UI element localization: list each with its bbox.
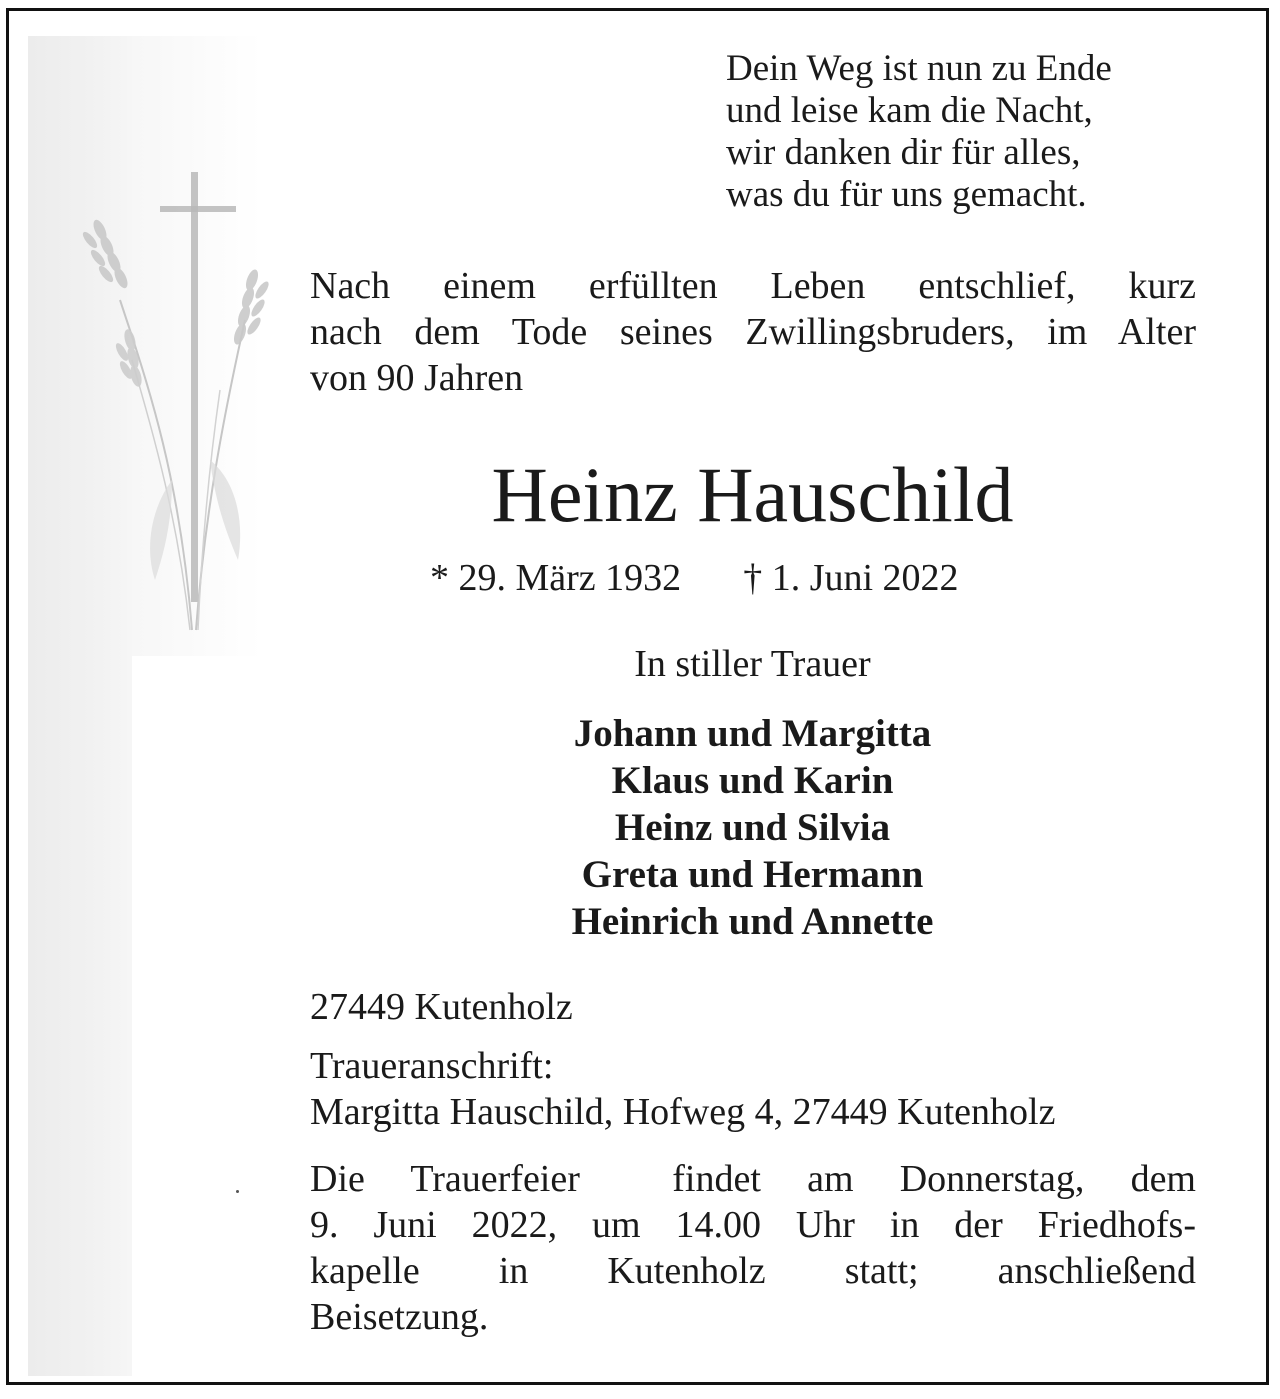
intro-line: von 90 Jahren bbox=[310, 357, 524, 399]
cross-with-wheat-icon bbox=[60, 160, 280, 660]
family-member: Klaus und Karin bbox=[611, 759, 894, 802]
poem-line: was du für uns gemacht. bbox=[726, 174, 1087, 215]
mourning-address: Margitta Hauschild, Hofweg 4, 27449 Kutenholz bbox=[310, 1091, 1056, 1133]
family-member: Greta und Hermann bbox=[581, 853, 924, 896]
mourning-address-label: Traueranschrift: bbox=[310, 1045, 554, 1087]
birth-date: * 29. März 1932 bbox=[430, 557, 682, 599]
poem bbox=[726, 48, 1112, 216]
intro-line: Nach einem erfüllten Leben entschlief, kurz bbox=[310, 265, 1196, 307]
service-line: Die Trauerfeier findet am Donnerstag, dem bbox=[310, 1158, 1196, 1200]
poem-line: wir danken dir für alles, bbox=[726, 132, 1081, 173]
poem-line: und leise kam die Nacht, bbox=[726, 90, 1093, 131]
service-line: Beisetzung. bbox=[310, 1296, 489, 1338]
family-member: Heinrich und Annette bbox=[571, 900, 934, 943]
place: 27449 Kutenholz bbox=[310, 986, 573, 1028]
print-speck bbox=[236, 1190, 239, 1193]
intro-paragraph bbox=[310, 263, 1196, 401]
poem-line: Dein Weg ist nun zu Ende bbox=[726, 48, 1112, 89]
life-dates bbox=[430, 556, 959, 600]
intro-line: nach dem Tode seines Zwillingsbruders, im Alter bbox=[310, 311, 1196, 353]
family-member: Heinz und Silvia bbox=[614, 806, 891, 849]
mourning-heading: In stiller Trauer bbox=[634, 643, 871, 685]
service-line: kapelle in Kutenholz statt; anschließend bbox=[310, 1250, 1196, 1292]
service-line: 9. Juni 2022, um 14.00 Uhr in der Friedhofs- bbox=[310, 1204, 1196, 1246]
family-member: Johann und Margitta bbox=[573, 712, 932, 755]
deceased-name: Heinz Hauschild bbox=[491, 451, 1014, 538]
funeral-service-paragraph bbox=[310, 1156, 1196, 1340]
family-list bbox=[0, 710, 1280, 945]
death-date: † 1. Juni 2022 bbox=[743, 557, 959, 599]
